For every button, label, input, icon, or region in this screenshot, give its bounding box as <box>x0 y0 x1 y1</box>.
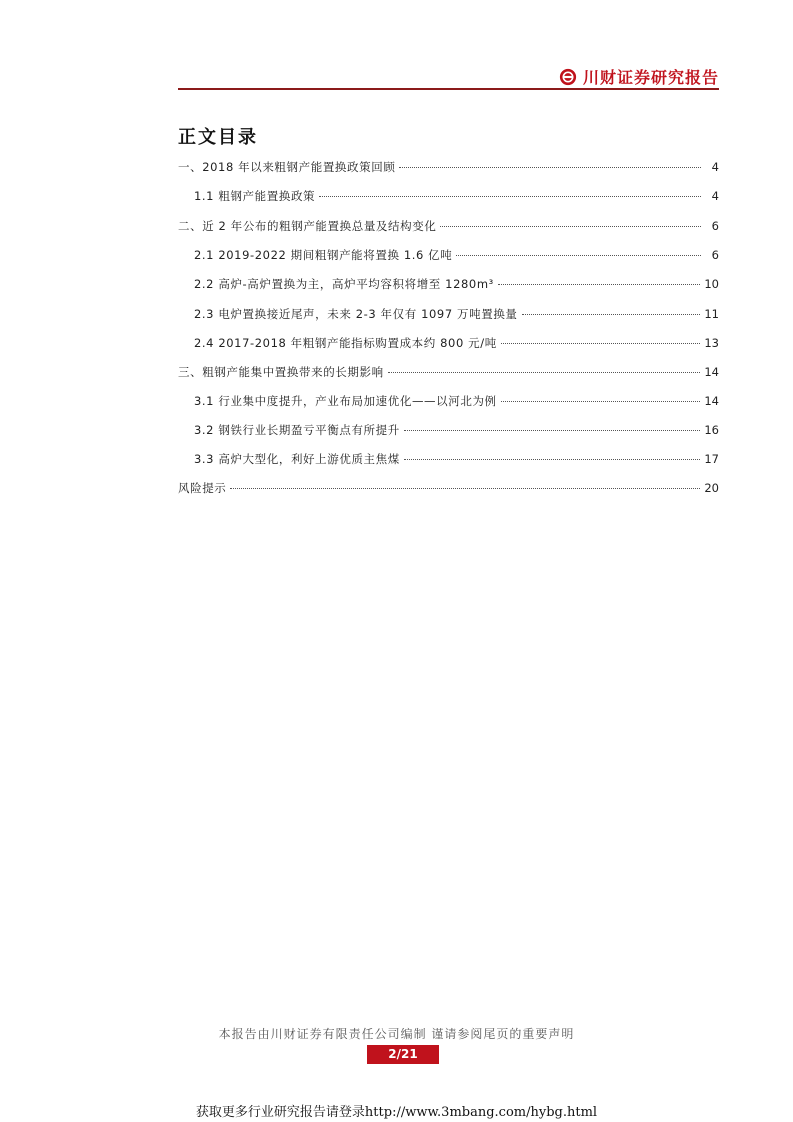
toc-entry-label: 1.1 粗钢产能置换政策 <box>194 189 316 203</box>
toc-entry[interactable] <box>178 188 719 208</box>
toc-entry-label: 一、2018 年以来粗钢产能置换政策回顾 <box>178 160 396 174</box>
page-indicator: 2/21 <box>367 1045 439 1064</box>
toc-entry-label: 3.2 钢铁行业长期盈亏平衡点有所提升 <box>194 423 400 437</box>
toc-entry-label: 风险提示 <box>178 481 227 495</box>
toc-leader <box>456 255 701 256</box>
toc-title: 正文目录 <box>178 127 258 148</box>
toc-leader <box>501 343 701 344</box>
disclaimer-note: 本报告由川财证券有限责任公司编制 谨请参阅尾页的重要声明 <box>218 1027 575 1041</box>
promo-link[interactable]: 获取更多行业研究报告请登录http://www.3mbang.com/hybg.html <box>195 1105 598 1120</box>
toc-leader <box>404 430 701 431</box>
toc-entry-label: 二、近 2 年公布的粗钢产能置换总量及结构变化 <box>178 219 437 233</box>
toc-entry-page: 6 <box>711 219 719 233</box>
toc-entry-label: 3.1 行业集中度提升，产业布局加速优化——以河北为例 <box>194 394 497 408</box>
toc-entry[interactable] <box>178 247 719 267</box>
toc-entry[interactable] <box>178 451 719 471</box>
page-header <box>178 62 719 90</box>
toc-entry-page: 14 <box>704 365 719 379</box>
toc-entry-page: 11 <box>704 307 719 321</box>
toc-leader <box>230 488 700 489</box>
toc-entry-page: 4 <box>711 160 719 174</box>
brand <box>559 65 719 88</box>
toc-entry-page: 20 <box>704 481 719 495</box>
toc-entry[interactable] <box>178 335 719 355</box>
toc-leader <box>440 226 701 227</box>
toc-leader <box>404 459 701 460</box>
toc-leader <box>522 314 701 315</box>
toc-entry-label: 2.4 2017-2018 年粗钢产能指标购置成本约 800 元/吨 <box>194 336 497 350</box>
toc-entry-label: 2.2 高炉-高炉置换为主，高炉平均容积将增至 1280m³ <box>194 277 494 291</box>
toc-entry[interactable] <box>178 306 719 326</box>
toc-entry-page: 4 <box>711 189 719 203</box>
toc-entry-label: 三、粗钢产能集中置换带来的长期影响 <box>178 365 384 379</box>
toc-entry-page: 16 <box>704 423 719 437</box>
toc-entry[interactable] <box>178 364 719 384</box>
toc-entry-label: 2.1 2019-2022 期间粗钢产能将置换 1.6 亿吨 <box>194 248 453 262</box>
toc-entry-label: 2.3 电炉置换接近尾声，未来 2-3 年仅有 1097 万吨置换量 <box>194 307 518 321</box>
toc-entry-page: 14 <box>704 394 719 408</box>
toc-entry[interactable] <box>178 480 719 500</box>
toc-entry[interactable] <box>178 393 719 413</box>
brand-name: 川财证券研究报告 <box>582 68 719 87</box>
toc-entry-page: 13 <box>704 336 719 350</box>
toc-entry[interactable] <box>178 276 719 296</box>
toc-entry-label: 3.3 高炉大型化，利好上游优质主焦煤 <box>194 452 400 466</box>
toc-entry-page: 6 <box>711 248 719 262</box>
chuancai-logo-icon <box>559 68 577 86</box>
toc-entry-page: 17 <box>704 452 719 466</box>
toc-entry-page: 10 <box>704 277 719 291</box>
toc-leader <box>501 401 701 402</box>
toc-leader <box>388 372 701 373</box>
toc-entry[interactable] <box>178 422 719 442</box>
toc-entry[interactable] <box>178 218 719 238</box>
toc-leader <box>399 167 701 168</box>
header-divider <box>178 88 719 90</box>
toc-entry[interactable] <box>178 159 719 179</box>
toc-leader <box>319 196 701 197</box>
toc-leader <box>498 284 701 285</box>
